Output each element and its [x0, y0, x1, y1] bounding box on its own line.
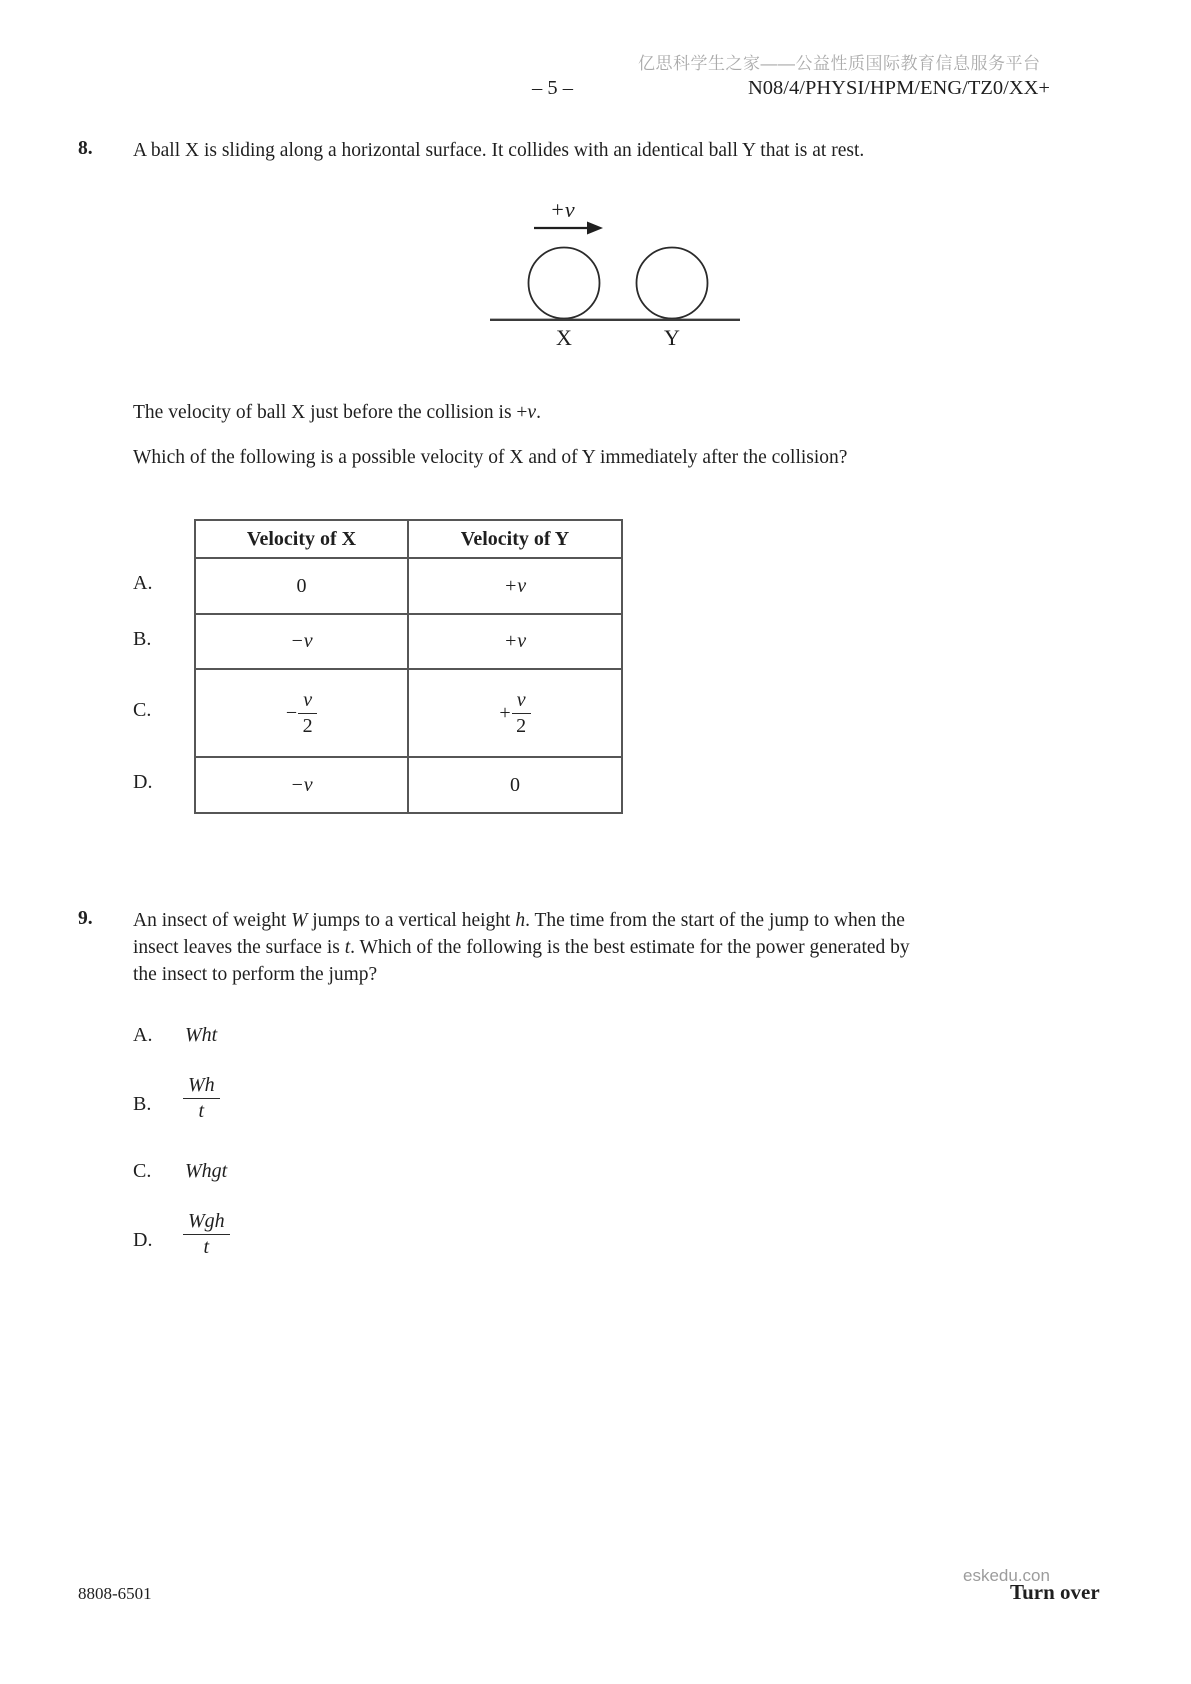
q9-option-a-letter: A.	[133, 1024, 153, 1046]
q9-stem-text: insect leaves the surface is	[133, 936, 345, 958]
ball-y	[637, 248, 708, 319]
q9-option-b-numerator: Wh	[183, 1074, 220, 1099]
q8-option-d-letter: D.	[133, 771, 153, 793]
paper-code: N08/4/PHYSI/HPM/ENG/TZ0/XX+	[748, 77, 1050, 99]
table-row	[195, 558, 622, 614]
collision-diagram	[470, 185, 750, 353]
table-row	[195, 757, 622, 813]
q9-option-b-letter: B.	[133, 1093, 152, 1115]
question-9-number: 9.	[78, 908, 93, 929]
ball-x-label: X	[556, 325, 572, 350]
q9-stem-text: . The time from the start of the jump to when the	[525, 910, 905, 931]
q8-answer-table	[194, 519, 623, 814]
row-c-velocity-x	[195, 669, 408, 757]
q9-option-b-denominator: t	[198, 1100, 205, 1122]
table-header-row	[195, 520, 622, 558]
row-d-velocity-y: 0	[408, 757, 622, 813]
footer-watermark: eskedu.con	[963, 1566, 1050, 1585]
question-9-stem	[133, 908, 1063, 989]
page-number: – 5 –	[532, 77, 573, 99]
q9-option-d-denominator: t	[203, 1236, 210, 1258]
row-c-y-denominator: 2	[516, 714, 527, 737]
q9-height-variable: h	[515, 910, 526, 931]
row-c-velocity-y	[408, 669, 622, 757]
row-d-velocity-x: −v	[195, 757, 408, 813]
ball-x	[529, 248, 600, 319]
q8-before-collision-period: .	[536, 402, 541, 423]
velocity-arrow-label: +v	[550, 197, 575, 222]
q9-stem-line-3: the insect to perform the jump?	[133, 963, 378, 985]
row-a-velocity-x: 0	[195, 558, 408, 614]
q9-option-d-formula	[183, 1210, 230, 1259]
q8-velocity-variable: v	[527, 402, 537, 423]
question-8-number: 8.	[78, 138, 93, 159]
q9-stem-text: jumps to a vertical height	[307, 910, 516, 931]
q8-option-a-letter: A.	[133, 572, 153, 594]
row-c-y-sign: +	[499, 701, 511, 724]
header-watermark: 亿思科学生之家——公益性质国际教育信息服务平台	[638, 54, 1041, 73]
q9-option-d-numerator: Wgh	[183, 1210, 230, 1235]
question-8-stem: A ball X is sliding along a horizontal surface. It collides with an identical ball Y that is at rest.	[133, 140, 865, 161]
q8-before-collision-text: The velocity of ball X just before the collision is +	[133, 402, 528, 423]
q9-option-c-formula: Whgt	[185, 1160, 228, 1182]
q9-time-variable: t	[344, 936, 351, 958]
q8-before-collision-line	[133, 400, 541, 427]
row-b-velocity-x: −v	[195, 614, 408, 669]
row-b-velocity-y: +v	[408, 614, 622, 669]
row-c-x-numerator: v	[298, 689, 317, 714]
table-row	[195, 669, 622, 757]
q9-stem-line-2	[133, 935, 1063, 962]
q8-option-b-letter: B.	[133, 628, 152, 650]
velocity-arrow-head	[587, 222, 603, 235]
table-row	[195, 614, 622, 669]
turn-over-label: Turn over	[1010, 1580, 1100, 1604]
row-c-x-denominator: 2	[302, 714, 313, 737]
row-a-velocity-y: +v	[408, 558, 622, 614]
q9-stem-text: . Which of the following is the best estimate for the power generated by	[350, 936, 910, 958]
q9-stem-text: An insect of weight	[133, 910, 292, 931]
velocity-of-x-header: Velocity of X	[195, 520, 408, 558]
row-c-y-numerator: v	[512, 689, 531, 714]
q9-option-b-formula	[183, 1074, 220, 1123]
q9-weight-variable: W	[291, 910, 308, 931]
q9-option-a-formula: Wht	[185, 1024, 218, 1046]
publication-code: 8808-6501	[78, 1584, 152, 1603]
ball-y-label: Y	[664, 325, 680, 350]
q9-option-d-letter: D.	[133, 1229, 153, 1251]
q9-stem-line-1	[133, 908, 1063, 935]
velocity-of-y-header: Velocity of Y	[408, 520, 622, 558]
row-c-x-sign: −	[285, 701, 298, 724]
q8-question-line: Which of the following is a possible velocity of X and of Y immediately after the collision?	[133, 447, 848, 468]
q8-option-c-letter: C.	[133, 699, 152, 721]
q9-option-c-letter: C.	[133, 1160, 152, 1182]
